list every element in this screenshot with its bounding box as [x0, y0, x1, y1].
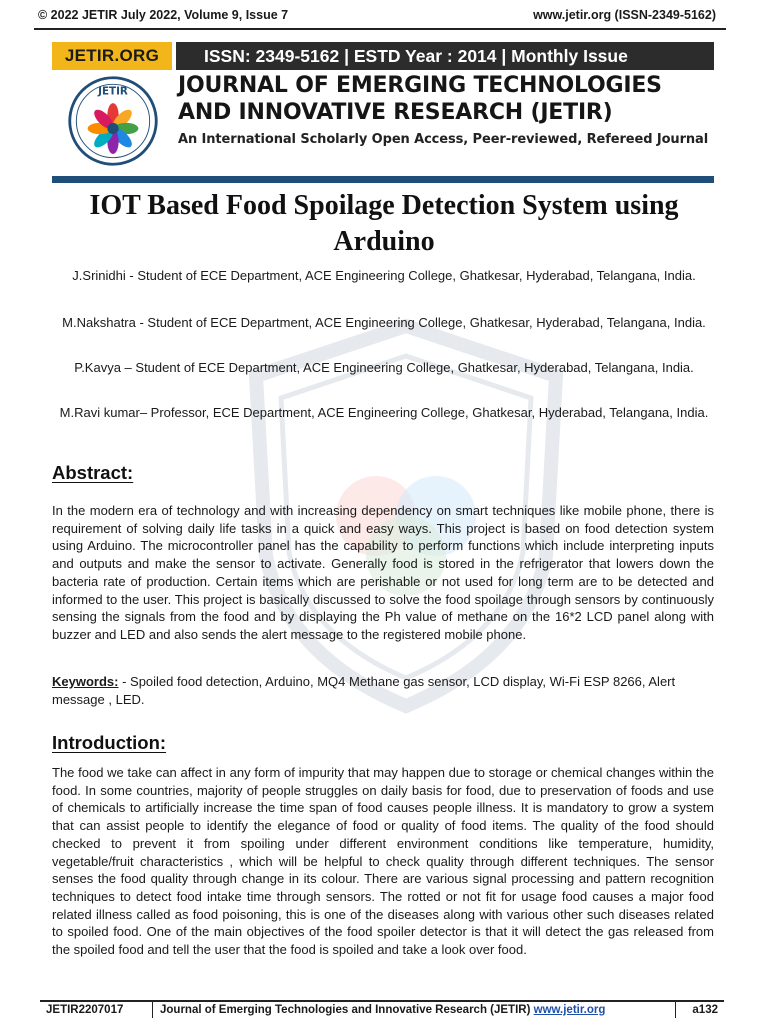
author-line: P.Kavya – Student of ECE Department, ACE Engineering College, Ghatkesar, Hyderabad, Telangana, India.: [74, 360, 694, 375]
introduction-text: The food we take can affect in any form of impurity that may happen due to storage or chemical changes within the food. In some countries, majority of people struggles on daily basis for food, due to preservation of foods and use of chemicals to artificially increase the time span of food causes people illness. It is mandatory to grow a system that can assist people to identify the elegance of food or quality of food items. The quality of the food should checked to prevent it from spoiling under different environment conditions like temperature, humidity, vegetable/fruit characteristics , which will be helpful to check quality through different techniques. The sensor senses the food quality through change in its colour. There are various signal processing and pattern recognition techniques to detect food intake time through sensors. The rotted or not fit for usage food causes a major food related illness called as food poisoning, this is one of the diseases along with various other such diseases related to spoiled food. One of the main objectives of the food spoiler detector is that it will detect the gas released from the spoiled food and tell the user that the food is spoiled and take a look over food.: [52, 765, 714, 958]
author-line: J.Srinidhi - Student of ECE Department, ACE Engineering College, Ghatkesar, Hyderabad, Telangana, India.: [72, 268, 696, 283]
abstract-heading: Abstract:: [52, 462, 134, 483]
running-header: [38, 8, 716, 26]
journal-subtitle: An International Scholarly Open Access, Peer-reviewed, Refereed Journal: [178, 132, 709, 147]
introduction-heading: Introduction:: [52, 732, 167, 753]
issn-bar: ISSN: 2349-5162 | ESTD Year : 2014 | Monthly Issue: [176, 42, 714, 70]
page-footer: [40, 1000, 724, 1020]
header-issue-info: © 2022 JETIR July 2022, Volume 9, Issue 7: [38, 8, 289, 22]
banner-blue-rule: [52, 176, 714, 183]
jetir-org-tag: JETIR.ORG: [52, 42, 172, 70]
paper-title: IOT Based Food Spoilage Detection System using Arduino: [89, 190, 679, 257]
footer-link[interactable]: www.jetir.org: [533, 1004, 606, 1016]
keywords: [52, 673, 714, 708]
jetir-logo-icon: [66, 74, 160, 168]
keywords-text: - Spoiled food detection, Arduino, MQ4 Methane gas sensor, LCD display, Wi-Fi ESP 8266, Alert message , LED.: [52, 674, 676, 707]
footer-divider: [675, 1002, 676, 1018]
author-line: M.Ravi kumar– Professor, ECE Department, ACE Engineering College, Ghatkesar, Hyderabad, Telangana, India.: [59, 405, 709, 420]
footer-divider: [152, 1002, 153, 1018]
journal-banner: [52, 42, 714, 185]
header-site-issn: www.jetir.org (ISSN-2349-5162): [533, 8, 716, 22]
page-number: a132: [692, 1004, 718, 1016]
author-line: M.Nakshatra - Student of ECE Department, ACE Engineering College, Ghatkesar, Hyderabad, Telangana, India.: [62, 315, 706, 330]
paper-id: JETIR2207017: [46, 1004, 124, 1016]
journal-title: JOURNAL OF EMERGING TECHNOLOGIES AND INNOVATIVE RESEARCH (JETIR): [178, 73, 662, 125]
footer-journal: [160, 1004, 605, 1016]
keywords-label: Keywords:: [52, 674, 119, 689]
abstract-text: In the modern era of technology and with increasing dependency on smart techniques like mobile phone, there is requirement of solving daily life tasks in a quick and easy ways. This project is based on food detection system using Arduino. The microcontroller panel has the capability to perform functions which include interpreting inputs and outputs and make the sensor to activate. Generally food is stored in the refrigerator that lowers down the bacteria rate of production. Certain items which are perishable or not used for long term are to be detected and informed to the user. This project is basically discussed to solve the food spoilage through sensors by continuously sensing the signals from the food and by displaying the Ph value of methane on the 16*2 LCD panel along with buzzer and LED and also sends the alert message to the registered mobile phone.: [52, 503, 714, 642]
header-rule: [34, 28, 726, 30]
footer-rule: [40, 1000, 724, 1002]
footer-journal-name: Journal of Emerging Technologies and Innovative Research (JETIR): [160, 1004, 534, 1016]
logo-text: JETIR: [98, 85, 128, 98]
